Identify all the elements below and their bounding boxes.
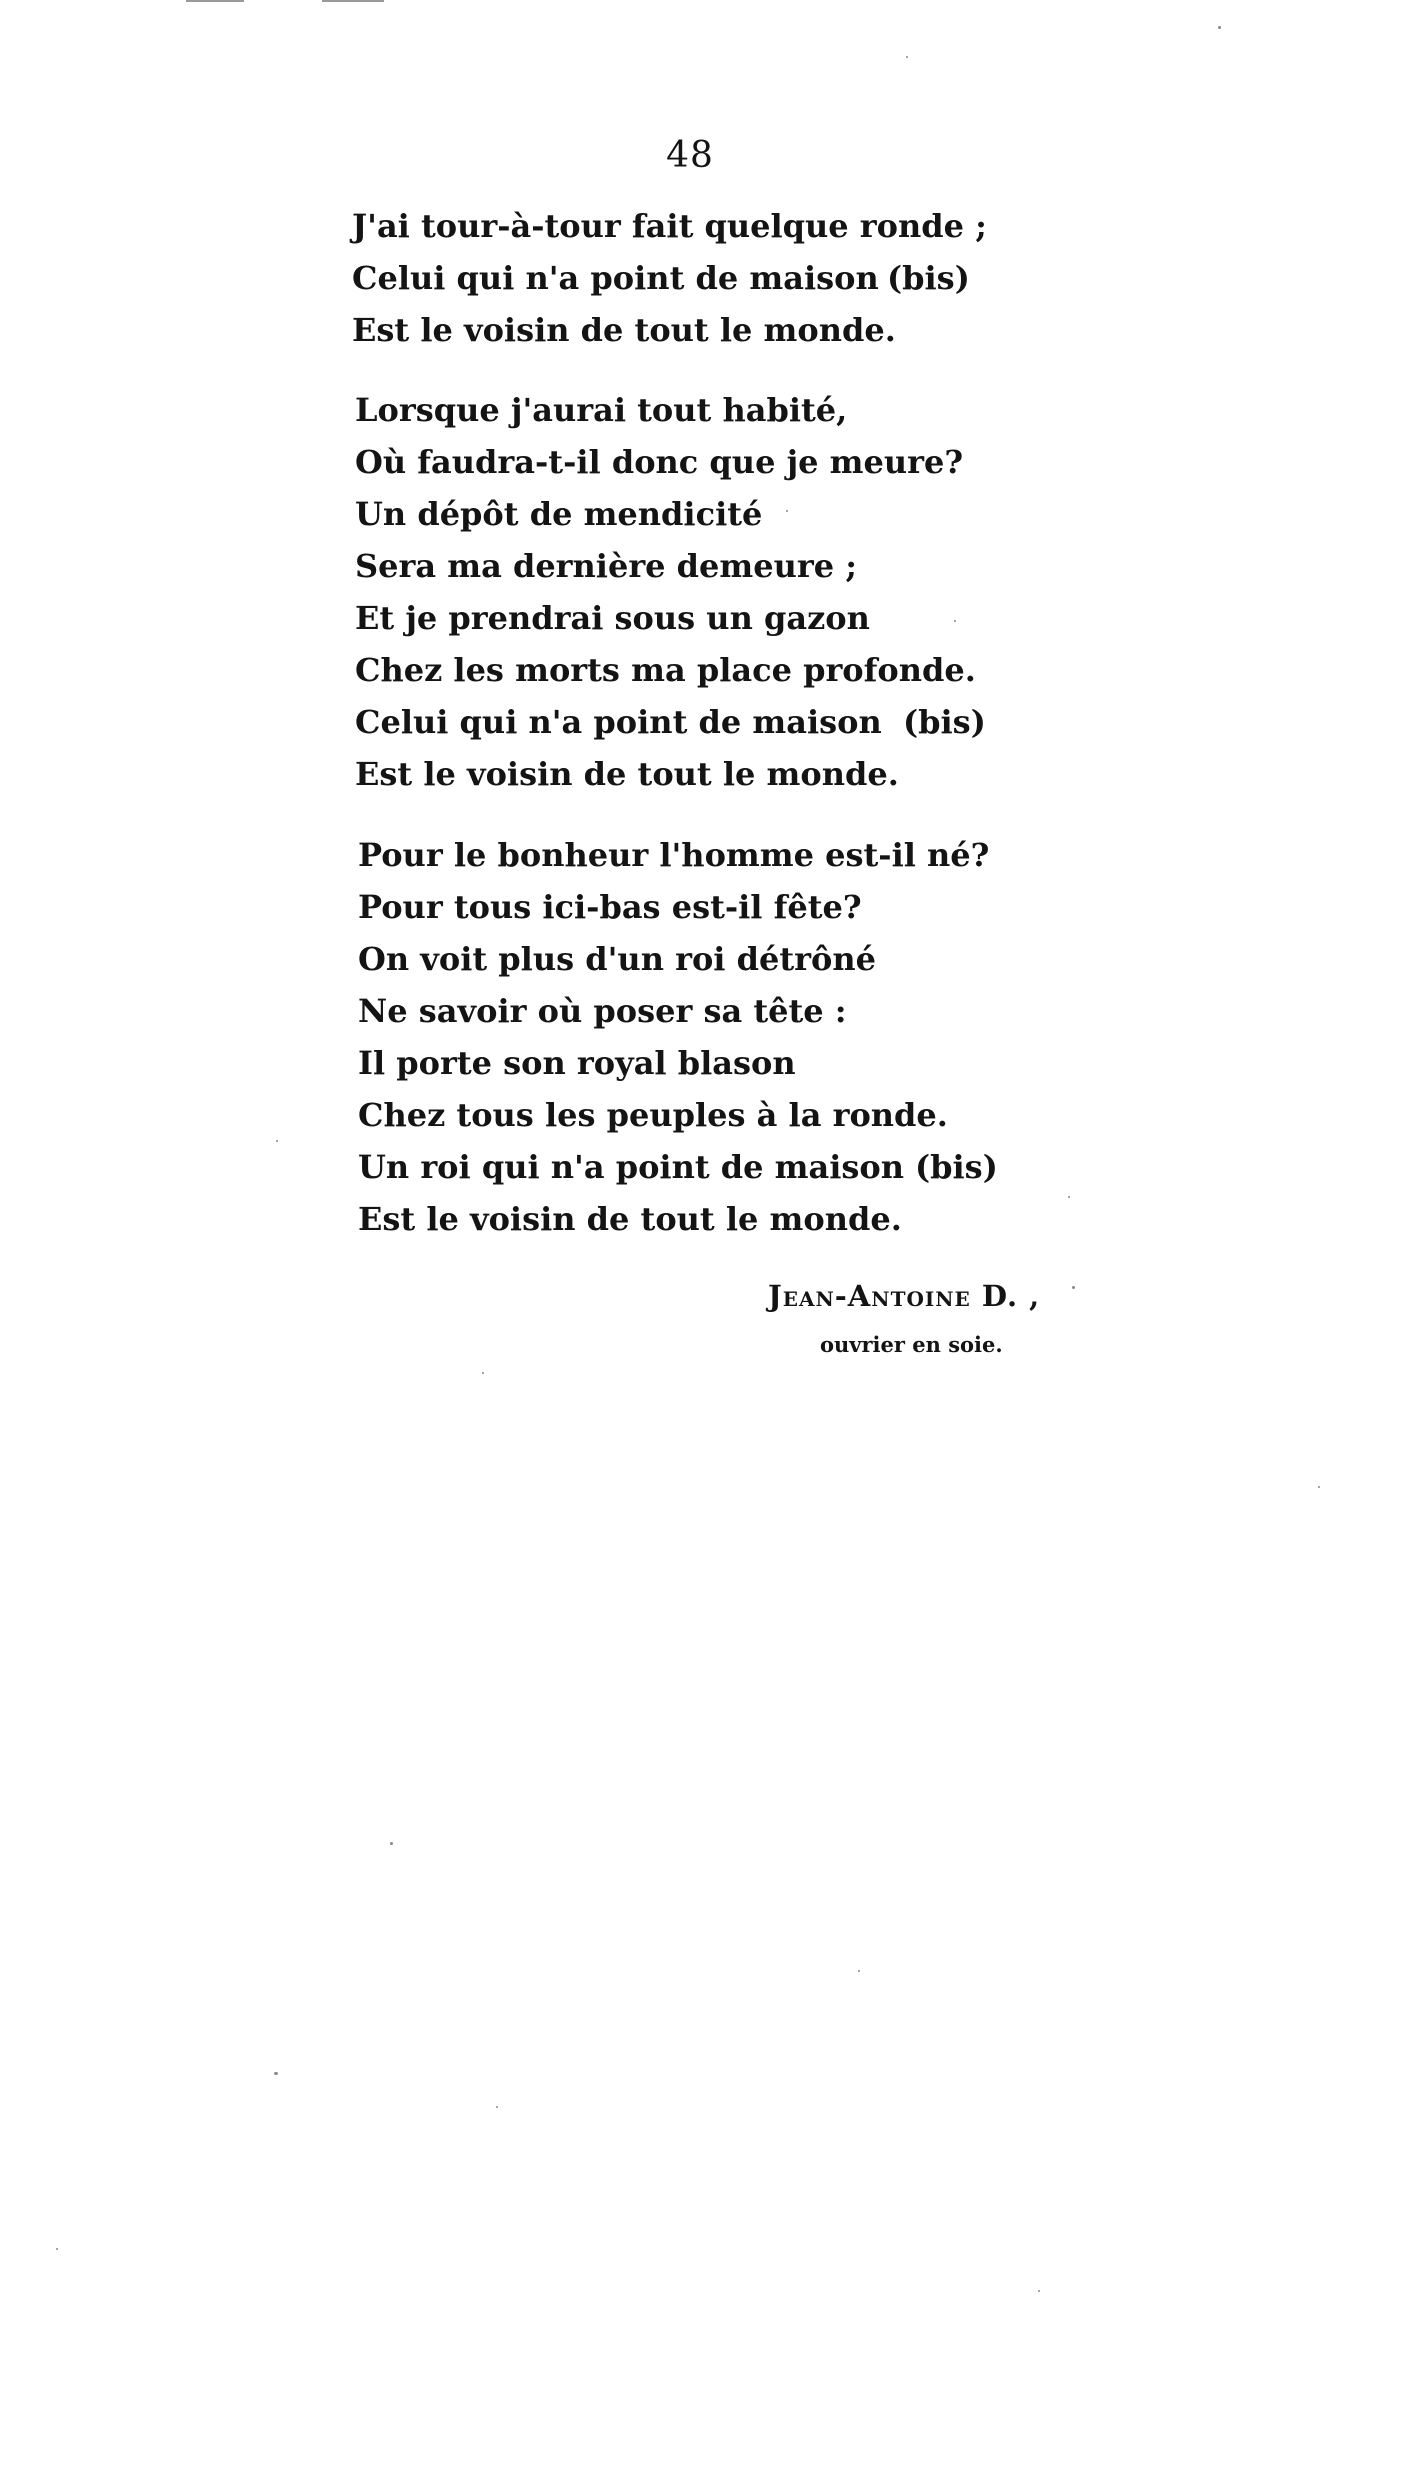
paper-speck [276,1140,278,1142]
paper-speck [496,2106,498,2108]
refrain-verse [358,1141,998,1193]
paper-speck [1218,26,1221,29]
paper-speck [1068,1196,1070,1198]
verse: On voit plus d'un roi détrôné [358,940,876,978]
verse: Où faudra-t-il donc que je meure? [355,443,964,481]
verse: Est le voisin de tout le monde. [358,1200,902,1238]
author-occupation: ouvrier en soie. [820,1332,1003,1357]
verse: Chez tous les peuples à la ronde. [358,1096,948,1134]
refrain-verse [355,696,986,748]
verse: Sera ma dernière demeure ; [355,547,858,585]
paper-speck [1318,1486,1320,1488]
bis-mark: (bis) [903,703,986,741]
paper-speck [1072,1286,1075,1289]
verse: Un dépôt de mendicité [355,495,763,533]
bis-mark: (bis) [887,259,970,297]
paper-speck [786,510,788,512]
top-edge-mark [322,0,384,2]
author-signature: Jean-Antoine D. , [768,1279,1041,1313]
verse: Pour tous ici-bas est-il fête? [358,888,862,926]
refrain-text: Celui qui n'a point de maison [355,703,882,741]
verse: Et je prendrai sous un gazon [355,599,870,637]
bis-mark: (bis) [915,1148,998,1186]
paper-speck [274,2072,278,2075]
paper-speck [954,620,956,622]
paper-speck [482,1372,484,1374]
verse: Est le voisin de tout le monde. [352,311,896,349]
verse: Il porte son royal blason [358,1044,796,1082]
stanza-3 [358,829,998,1245]
paper-speck [858,1970,860,1972]
page-number: 48 [666,135,714,176]
verse: Ne savoir où poser sa tête : [358,992,847,1030]
paper-speck [56,2248,58,2250]
verse: Chez les morts ma place profonde. [355,651,976,689]
verse: Est le voisin de tout le monde. [355,755,899,793]
stanza-1 [352,200,987,356]
refrain-verse [352,252,987,304]
refrain-text: Un roi qui n'a point de maison [358,1148,904,1186]
verse: Lorsque j'aurai tout habité, [355,391,848,429]
paper-speck [390,1842,393,1845]
verse: Pour le bonheur l'homme est-il né? [358,836,990,874]
paper-speck [1038,2290,1040,2292]
paper-speck [906,56,908,58]
refrain-text: Celui qui n'a point de maison [352,259,879,297]
verse: J'ai tour-à-tour fait quelque ronde ; [352,207,987,245]
top-edge-mark [186,0,244,2]
stanza-2 [355,384,986,800]
